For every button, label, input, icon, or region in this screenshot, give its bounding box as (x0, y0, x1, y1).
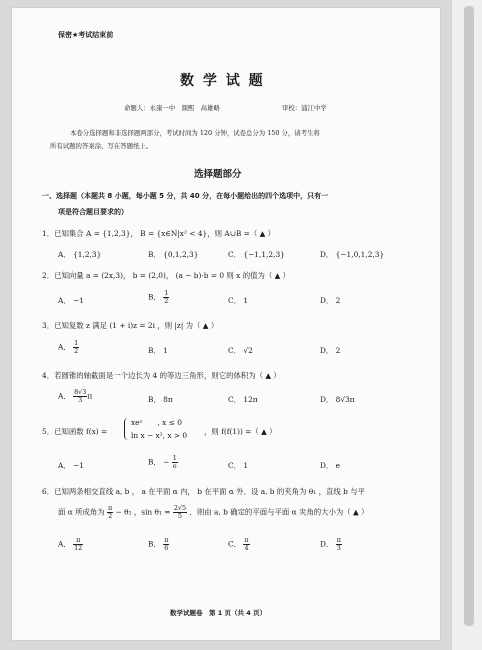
q6-option-c: C． $\frac{\pi}{4}$ (228, 536, 249, 552)
question-6-line-2: 面 α 所成角为 $\frac{\pi}{2}$ − θ₁ ，sin θ₁ = $\frac{2√5}{5}$ ．则由 a, b 确定的平面与平面 α 夹角的大小为（ ▲ ） (58, 504, 369, 520)
q3-option-d: D． 2 (320, 346, 341, 355)
question-1-stem: 1．已知集合 A = {1,2,3}， B = {x∈N|x² < 4}，则 A∪B =（ ▲ ） (42, 229, 276, 238)
intro-line-1: 本卷分选择题和非选择题两部分，考试时间为 120 分钟，试卷总分为 150 分，请考生将 (70, 129, 320, 137)
q1-option-b: B． {0,1,2,3} (148, 250, 199, 259)
confidential-label: 保密★考试结束前 (58, 31, 114, 39)
q1-option-a: A． {1,2,3} (58, 250, 102, 259)
author-line: 命题人：永康一中 颜熙 高雄略 (124, 104, 220, 112)
intro-line-2: 所有试题的答案涂、写在答题纸上。 (50, 142, 153, 150)
q3-option-b: B． 1 (148, 346, 168, 355)
q2-option-b: B． $\frac{1}{2}$ (148, 289, 169, 305)
q1-option-d: D． {−1,0,1,2,3} (320, 250, 385, 259)
scrollbar-thumb[interactable] (464, 6, 474, 626)
page-title: 数 学 试 题 (180, 73, 265, 89)
q4-option-c: C． 12π (228, 395, 258, 404)
q2-option-a: A． −1 (58, 296, 84, 305)
q5-case-1: xeˣ , x ≤ 0 (131, 418, 182, 427)
part1-heading-2: 项是符合题目要求的） (58, 208, 128, 216)
page-footer: 数学试题卷 第 1 页（共 4 页） (170, 609, 267, 617)
q6-option-a: A． $\frac{\pi}{12}$ (58, 536, 83, 552)
q3-option-c: C． √2 (228, 346, 253, 355)
q5-case-2: ln x − x², x > 0 (131, 431, 188, 440)
q4-option-d: D． 8√3π (320, 395, 355, 404)
question-6-line-1: 6．已知两条相交直线 a, b ， a 在平面 α 内， b 在平面 α 外．设 a, b 的夹角为 θ₁ ，直线 b 与平 (42, 487, 365, 496)
q5-option-c: C． 1 (228, 461, 249, 470)
vertical-scrollbar[interactable] (451, 0, 482, 650)
q3-option-a: A． $\frac{1}{2}$ (58, 339, 79, 355)
q4-option-a: A． $\frac{8√3}{3}$ π (58, 388, 93, 404)
reviewer-line: 审校：浦江中学 (282, 104, 327, 112)
q2-option-d: D． 2 (320, 296, 341, 305)
q2-option-c: C． 1 (228, 296, 249, 305)
question-5-suffix: ，则 f(f(1)) =（ ▲ ） (204, 427, 277, 436)
q4-option-b: B． 8π (148, 395, 173, 404)
q6-option-d: D． $\frac{\pi}{3}$ (320, 536, 341, 552)
exam-page (12, 8, 440, 640)
question-2-stem: 2．已知向量 a = (2x,3)， b = (2,0)， (a − b)·b = 0 则 x 的值为（ ▲ ） (42, 271, 291, 280)
q5-option-b: B． − $\frac{1}{e}$ (148, 454, 177, 470)
q1-option-c: C． {−1,1,2,3} (228, 250, 285, 259)
question-4-stem: 4．若圆锥的轴截面是一个边长为 4 的等边三角形，则它的体积为（ ▲ ） (42, 371, 281, 380)
piecewise-brace (124, 418, 130, 440)
q5-option-d: D． e (320, 461, 341, 470)
question-5-prefix: 5．已知函数 f(x) = (42, 427, 108, 436)
part1-heading-1: 一、选择题（本题共 8 小题，每小题 5 分，共 40 分，在每小题给出的四个选项中，只有一 (42, 192, 329, 200)
q5-option-a: A． −1 (58, 461, 84, 470)
q6-option-b: B． $\frac{\pi}{6}$ (148, 536, 169, 552)
section-title: 选择题部分 (194, 169, 242, 180)
question-3-stem: 3．已知复数 z 满足 (1 + i)z = 2i ，则 |z| 为（ ▲ ） (42, 321, 219, 330)
